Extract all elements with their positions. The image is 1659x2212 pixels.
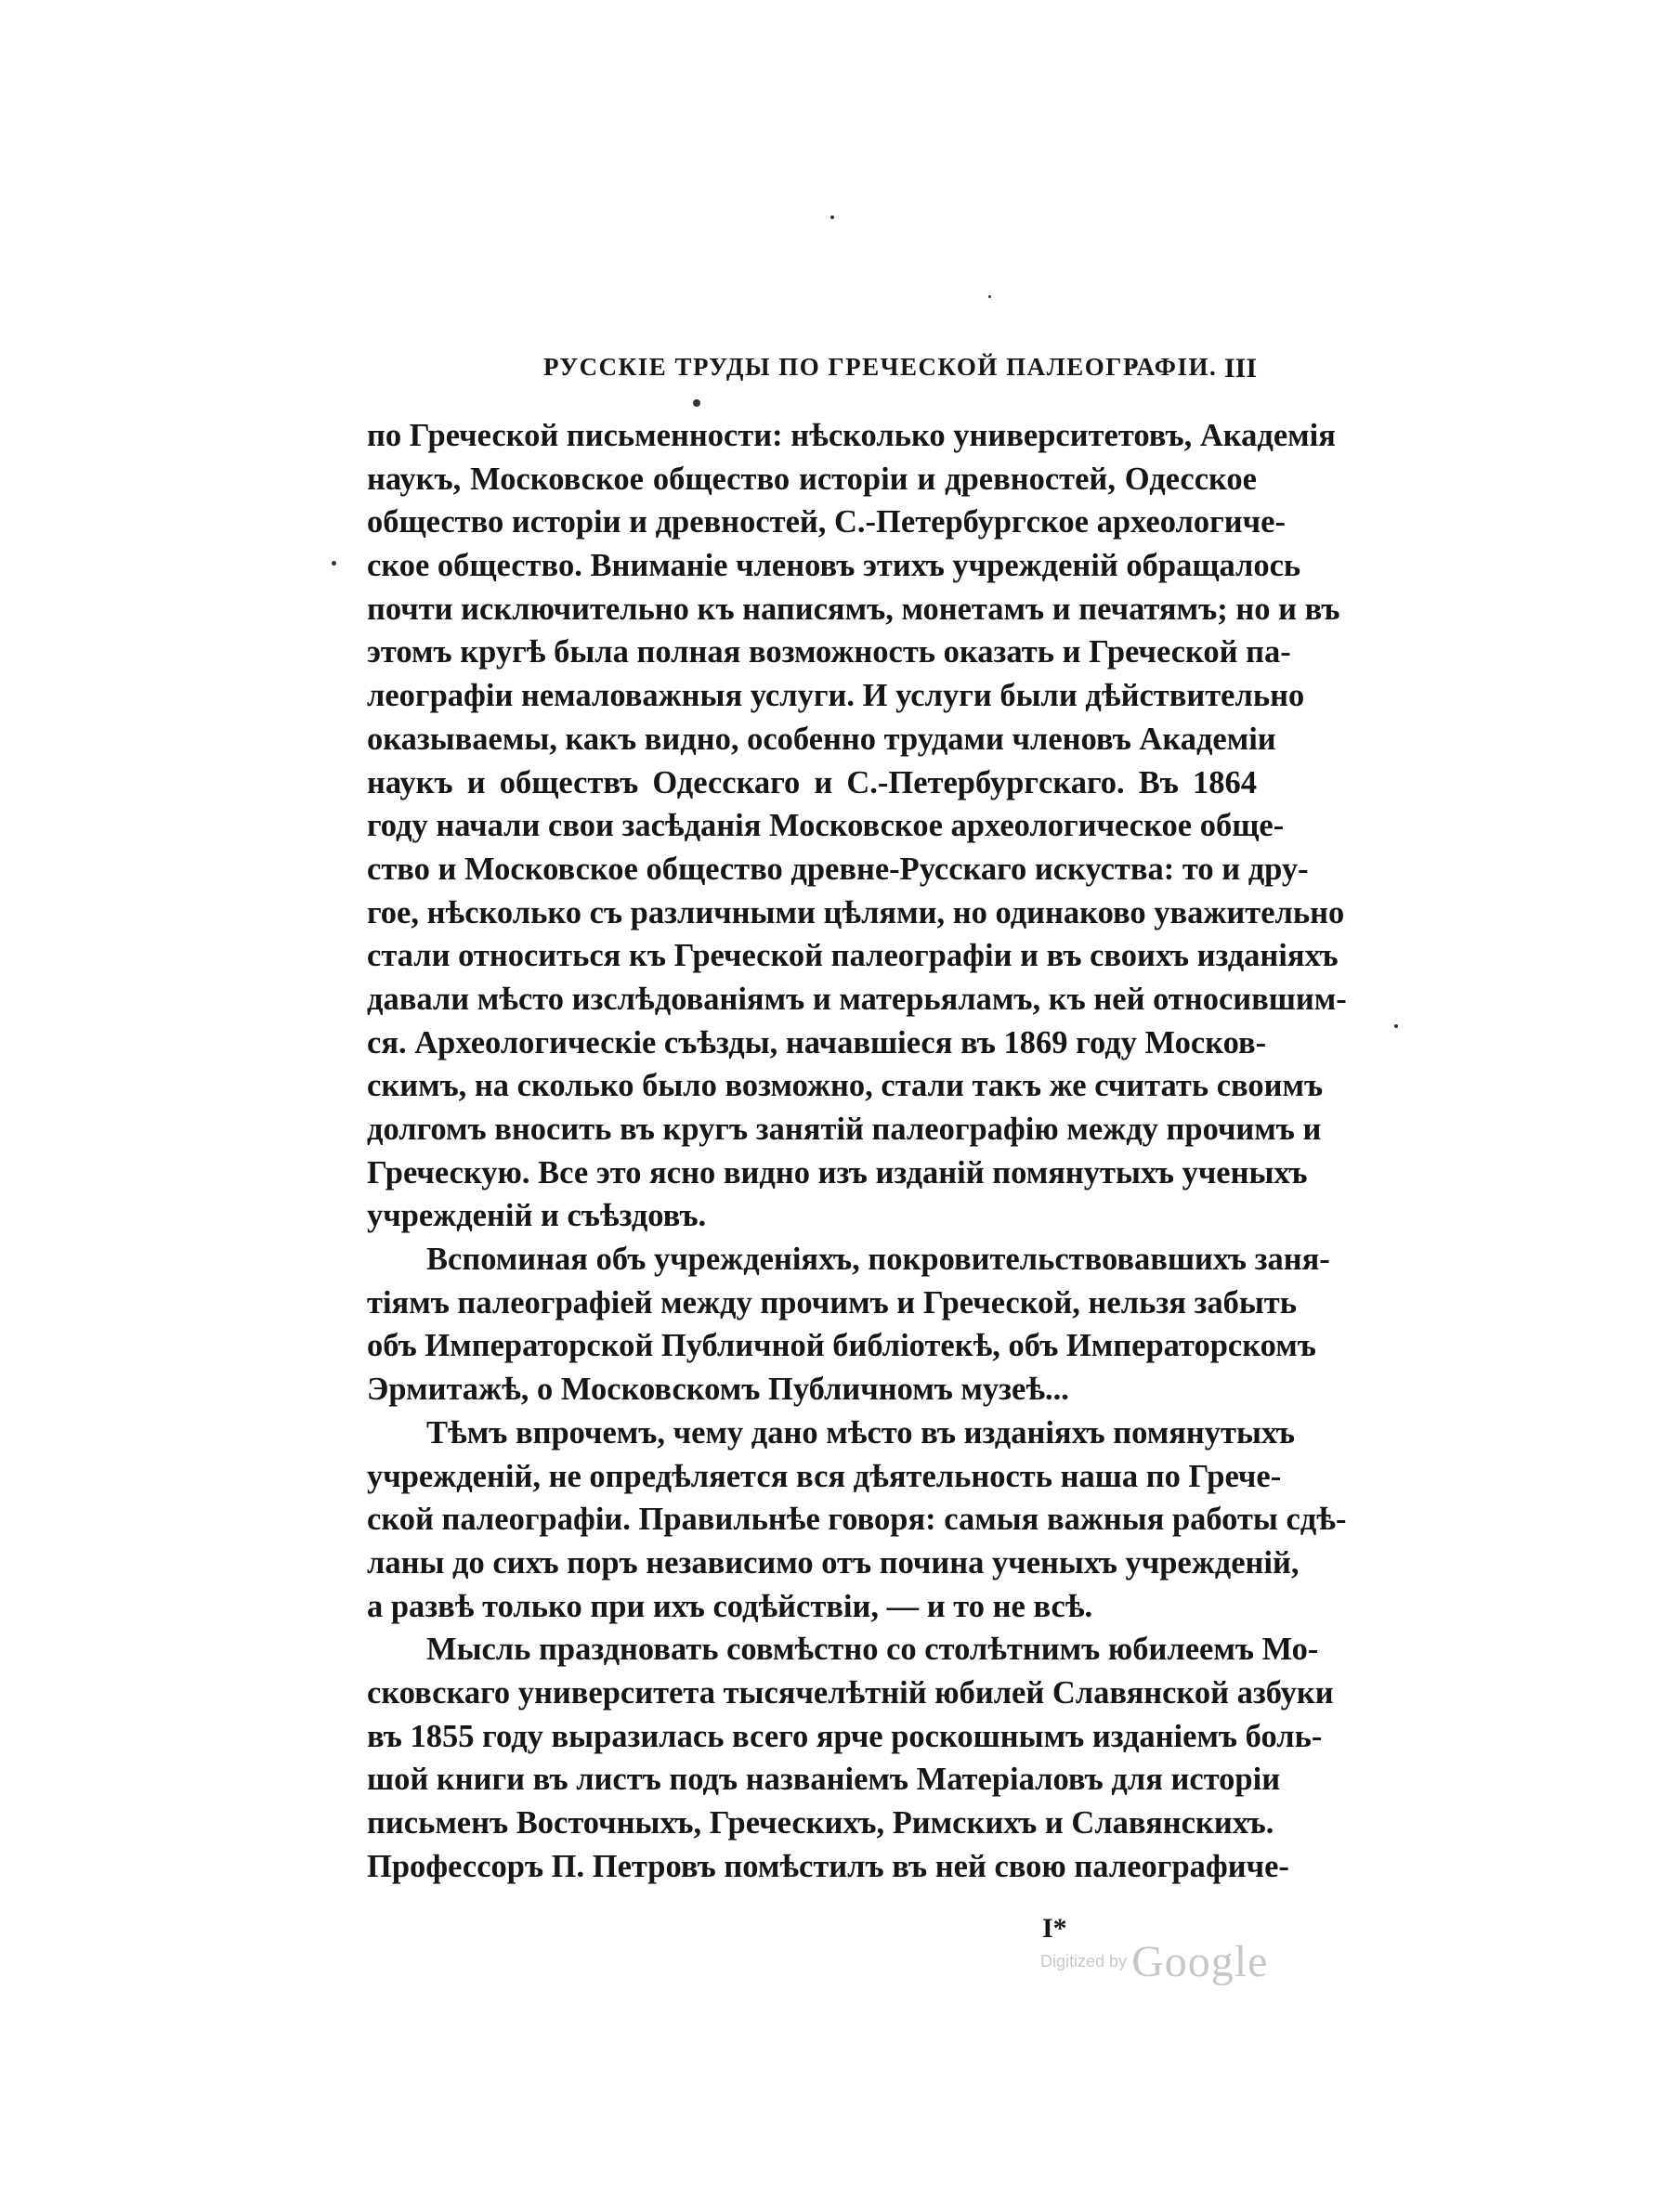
scan-speck	[988, 295, 991, 298]
text-line: наукъ, Московское общество исторіи и древностей, Одесское	[367, 461, 1257, 497]
text-line-paragraph-start: Мысль праздновать совмѣстно со столѣтнимъ юбилеемъ Мо-	[426, 1632, 1319, 1668]
text-line: этомъ кругѣ была полная возможность оказать и Греческой па-	[367, 634, 1291, 670]
text-line: гое, нѣсколько съ различными цѣлями, но одинаково уважительно	[367, 894, 1345, 930]
text-line: скимъ, на сколько было возможно, стали такъ же считать своимъ	[367, 1068, 1324, 1104]
text-line: учрежденій, не опредѣляется вся дѣятельность наша по Грече-	[367, 1458, 1282, 1494]
body-text	[367, 414, 1347, 1888]
text-line: почти исключительно къ написямъ, монетамъ и печатямъ; но и въ	[367, 591, 1340, 627]
scan-speck	[1394, 1024, 1398, 1028]
text-line-paragraph-end: Эрмитажѣ, о Московскомъ Публичномъ музеѣ...	[367, 1372, 1069, 1408]
text-line: Профессоръ П. Петровъ помѣстилъ въ ней свою палеографиче-	[367, 1848, 1289, 1884]
text-line-paragraph-start: Вспоминая объ учрежденіяхъ, покровительствовавшихъ заня-	[426, 1242, 1330, 1278]
text-line: стали относиться къ Греческой палеографіи и въ своихъ изданіяхъ	[367, 938, 1339, 974]
page-number: III	[1223, 353, 1257, 384]
text-line: леографіи немаловажныя услуги. И услуги были дѣйствительно	[367, 678, 1305, 714]
text-line: давали мѣсто изслѣдованіямъ и матерьяламъ, къ ней относившим-	[367, 981, 1347, 1017]
text-line: сковскаго университета тысячелѣтній юбилей Славянской азбуки	[367, 1674, 1334, 1711]
text-line: по Греческой письменности: нѣсколько университетовъ, Академія	[367, 418, 1336, 453]
text-line: ство и Московское общество древне-Русскаго искуства: то и дру-	[367, 851, 1309, 887]
text-line: тіямъ палеографіей между прочимъ и Греческой, нельзя забыть	[367, 1284, 1297, 1321]
printer-signature-mark: I*	[1042, 1913, 1067, 1944]
text-line: ской палеографіи. Правильнѣе говоря: самыя важныя работы сдѣ-	[367, 1502, 1347, 1538]
text-line: ся. Археологическіе съѣзды, начавшіеся въ 1869 году Москов-	[367, 1024, 1267, 1060]
text-line: ское общество. Вниманіе членовъ этихъ учрежденій обращалось	[367, 548, 1301, 584]
running-head	[367, 345, 1257, 392]
text-line: ланы до сихъ поръ независимо отъ почина ученыхъ учрежденій,	[367, 1544, 1300, 1581]
text-line: въ 1855 году выразилась всего ярче роскошнымъ изданіемъ боль-	[367, 1718, 1323, 1754]
text-line: объ Императорской Публичной библіотекѣ, объ Императорскомъ	[367, 1328, 1316, 1364]
text-line: оказываемы, какъ видно, особенно трудами членовъ Академіи	[367, 721, 1276, 757]
scan-speck	[332, 561, 336, 566]
text-line: наукъ и обществъ Одесскаго и С.-Петербургскаго. Въ 1864	[367, 764, 1257, 800]
text-line-paragraph-end: а развѣ только при ихъ содѣйствіи, — и то не всѣ.	[367, 1588, 1093, 1624]
scan-speck	[830, 215, 834, 219]
text-line-paragraph-end: учрежденій и съѣздовъ.	[367, 1198, 707, 1234]
text-line: долгомъ вносить въ кругъ занятій палеографію между прочимъ и	[367, 1112, 1322, 1147]
watermark-brand: Google	[1131, 1937, 1269, 1986]
running-title: РУССКІЕ ТРУДЫ ПО ГРЕЧЕСКОЙ ПАЛЕОГРАФІИ.	[543, 353, 1218, 381]
watermark-prefix: Digitized by	[1040, 1952, 1128, 1971]
text-line: общество исторіи и древностей, С.-Петербургское археологиче-	[367, 504, 1286, 540]
scan-speck	[693, 399, 700, 407]
text-line: Греческую. Все это ясно видно изъ изданій помянутыхъ ученыхъ	[367, 1154, 1308, 1191]
digitized-by-google-watermark	[1040, 1936, 1268, 1987]
text-line: шой книги въ листъ подъ названіемъ Матеріаловъ для исторіи	[367, 1762, 1281, 1798]
text-line-paragraph-start: Тѣмъ впрочемъ, чему дано мѣсто въ изданіяхъ помянутыхъ	[426, 1414, 1295, 1451]
text-line: письменъ Восточныхъ, Греческихъ, Римскихъ и Славянскихъ.	[367, 1805, 1274, 1841]
text-line: году начали свои засѣданія Московское археологическое обще-	[367, 808, 1285, 844]
